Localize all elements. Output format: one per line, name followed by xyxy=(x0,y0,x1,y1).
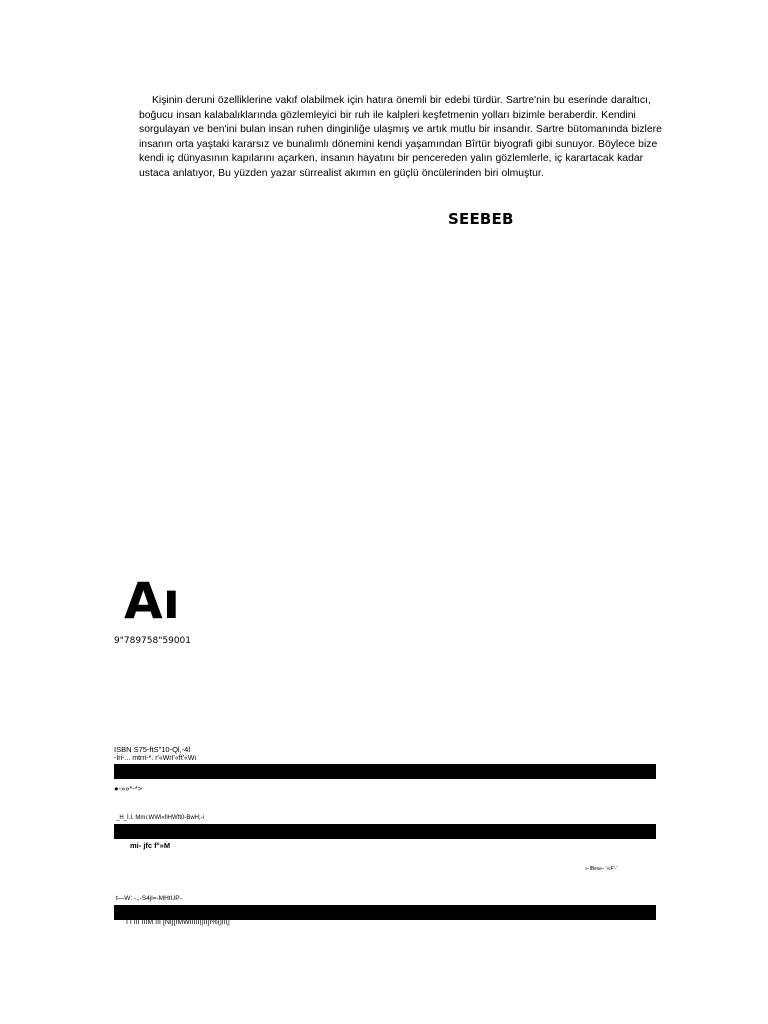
scan-text-4: mi- jfc f°»M xyxy=(130,841,171,850)
scan-text-1: -İri-... mtrri-*. r'«WrI'«ft'«Wı xyxy=(114,755,197,762)
scan-text-3: _H_İ.I. Mmı:WWl«fiHWft0-BwH;-i xyxy=(116,815,204,821)
publisher-name: SEEBEB xyxy=(448,210,514,228)
publisher-logo: Aı xyxy=(124,572,180,630)
scan-text-7: I I III IIıM III [Ni][IMWıIIII(|II]I%(|II(| xyxy=(126,919,230,926)
black-band-2 xyxy=(114,824,656,839)
scan-text-2: ●-»»*-*> xyxy=(114,784,143,793)
barcode-number: 9"789758"59001 xyxy=(114,636,191,646)
scan-text-6: t—W: -,,-S4jl=-MHtUP- xyxy=(116,895,182,902)
black-band-1 xyxy=(114,764,656,779)
scan-text-5: »-İBea»- '»ıF'-' xyxy=(585,866,618,872)
black-band-3 xyxy=(114,905,656,920)
description-paragraph: Kişinin deruni özelliklerine vakıf olabilmek için hatıra önemli bir edebi türdür. Sartre'nin bu eserinde daraltıcı, boğucu insan kalabalıklarında gözlemleyici bir ruh ile kalpleri keşfetmenin yolları bizimle beraberdir. Kendini sorgulayan ve ben'ini bulan insan ruhen dinginliğe ulaşmış ve artık mutlu bir insandır. Sartre bütomanında bizlere insanın orta yaştaki kararsız ve bunalımlı dönemini kendi yaşamından Bîrtür biyografi gibi sunuyor. Böylece bize kendi iç dünyasının kapılarını açarken, insanın hayatını bir pencereden yalın gözlemlerle, iç karartacak kadar ustaca anlatıyor, Bu yüzden yazar sürrealist akımın en güçlü öncülerinden biri olmuştur. xyxy=(139,95,662,179)
isbn-line: ISBN S75-ftS"10-Ql,-4l xyxy=(114,745,191,754)
